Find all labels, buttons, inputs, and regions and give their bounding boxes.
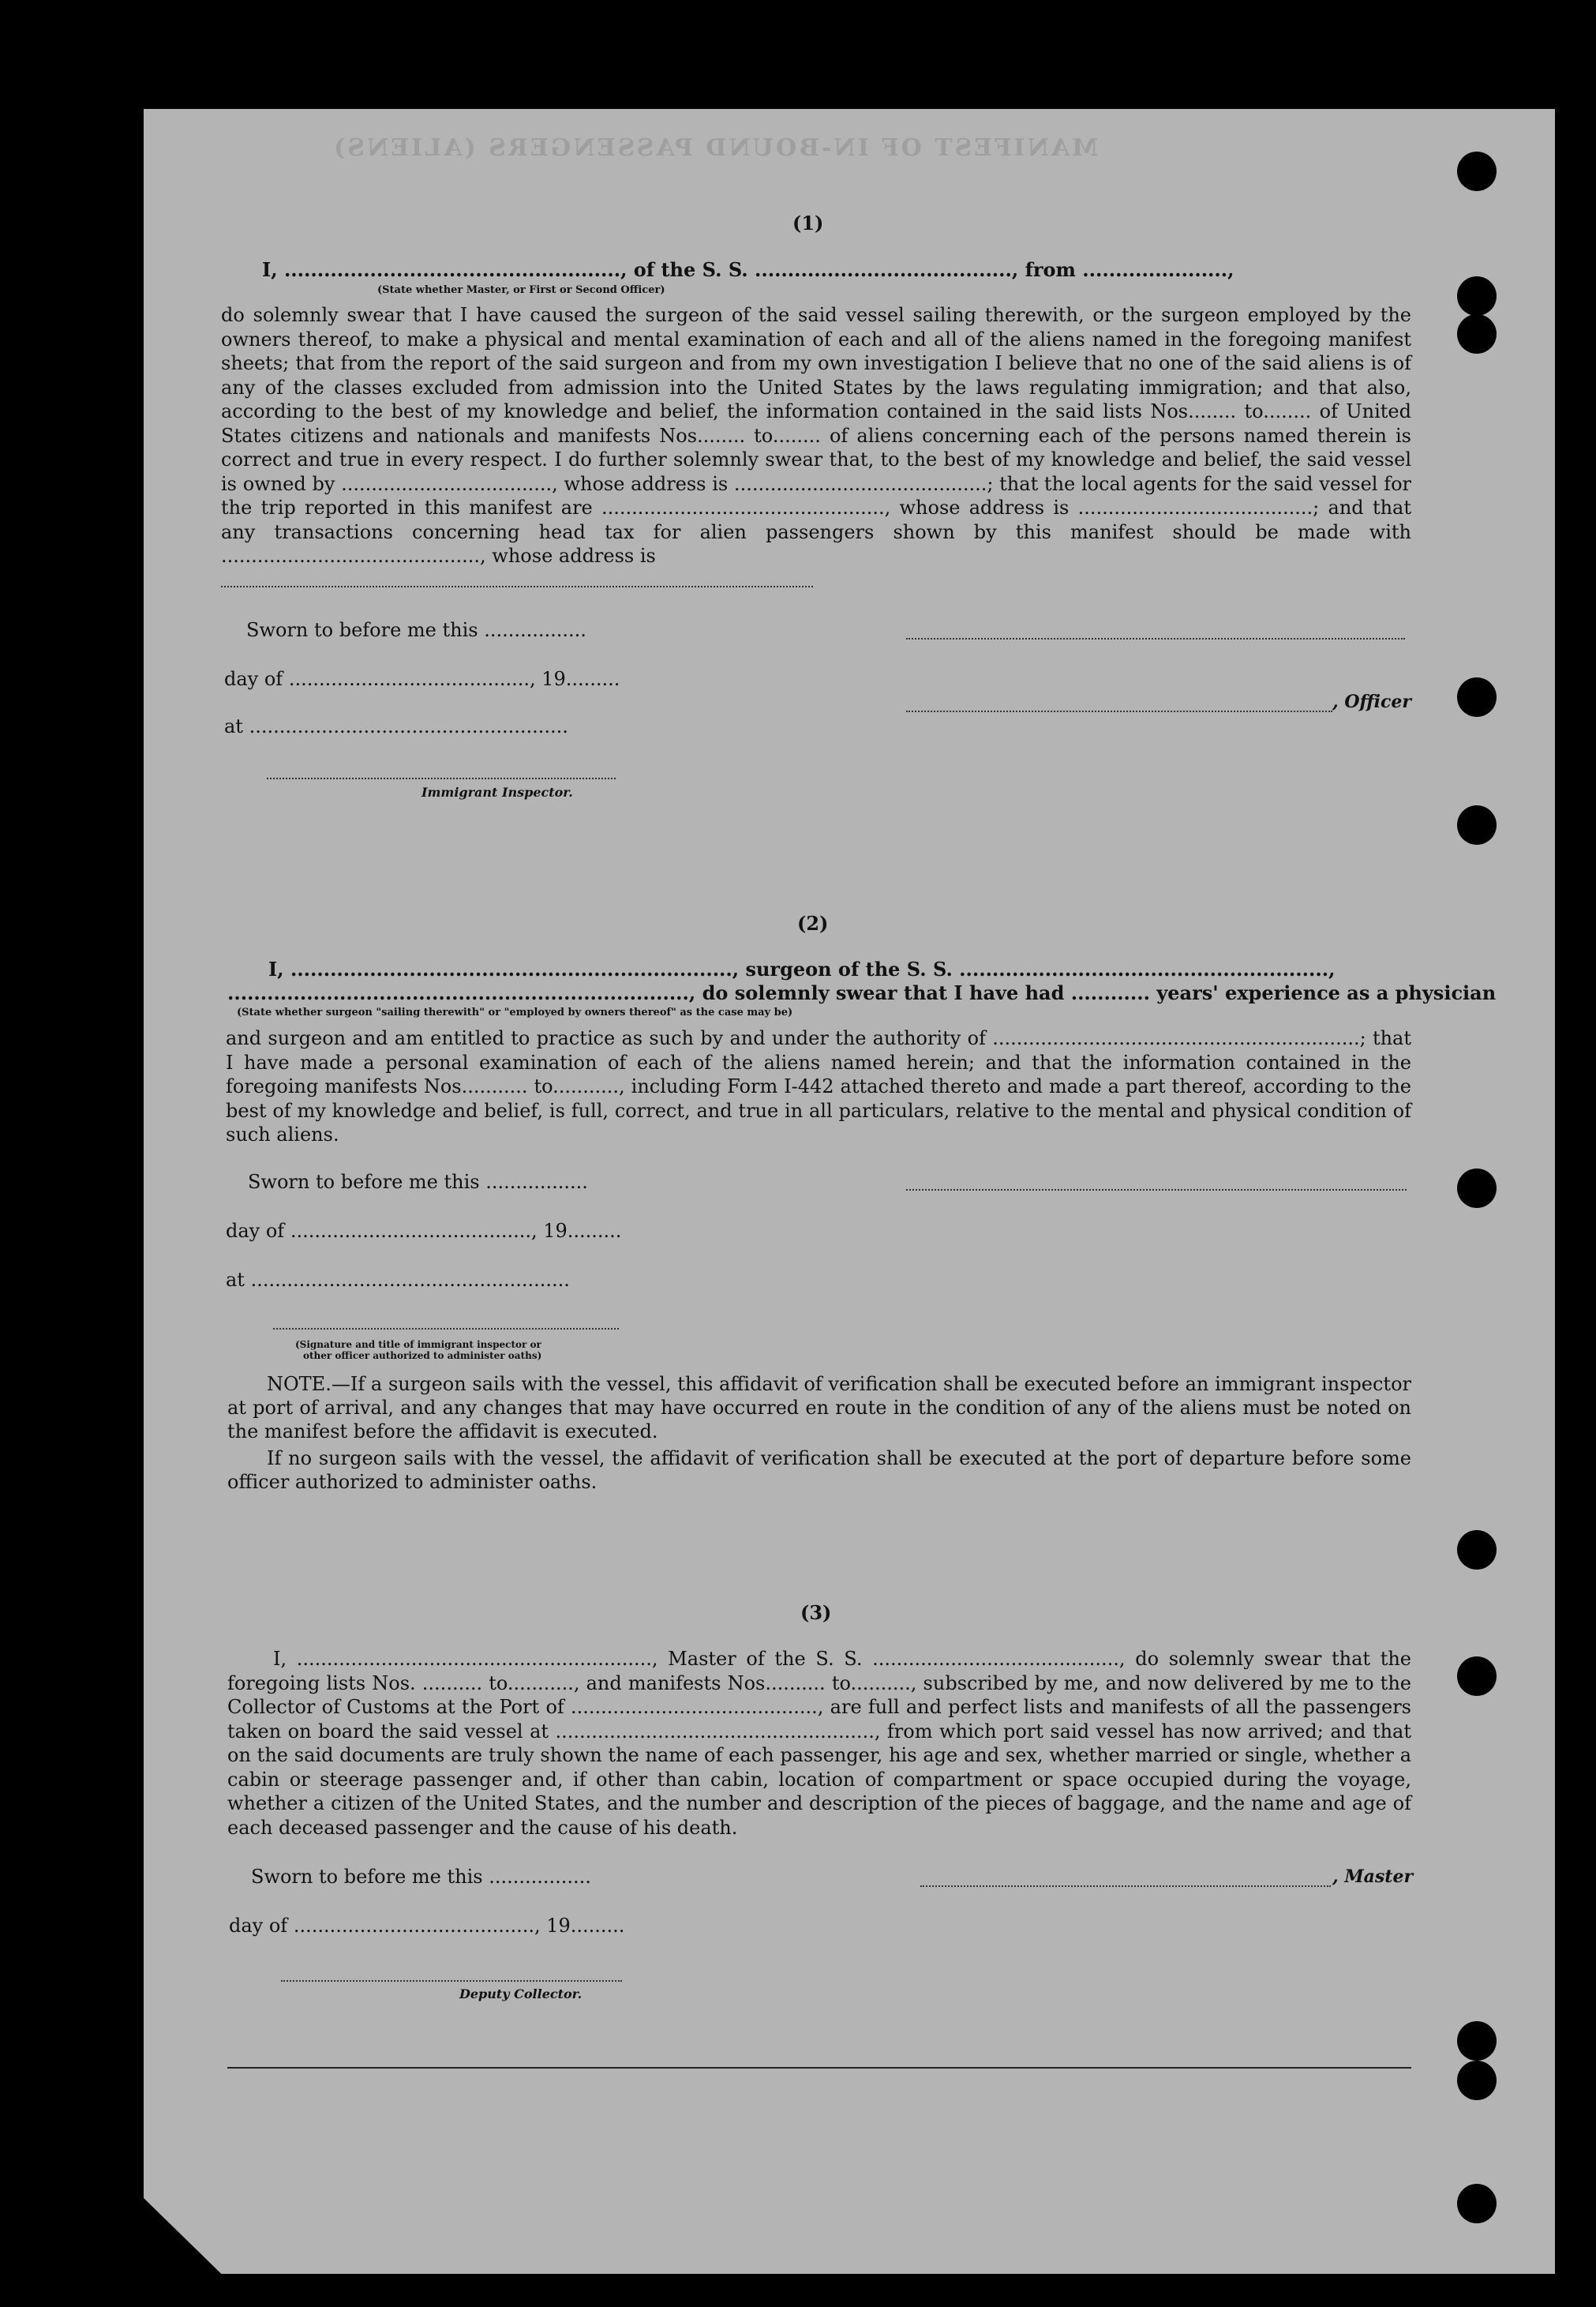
day-line: day of ........................................, 19......... xyxy=(229,1915,625,1937)
blank-line xyxy=(221,586,813,587)
at-line: at ..................................................... xyxy=(224,715,568,737)
day-line: day of ........................................, 19......... xyxy=(226,1220,622,1242)
punch-hole xyxy=(1457,276,1497,316)
sworn-line: Sworn to before me this ................. xyxy=(248,1171,588,1193)
bleed-through-text: MANIFEST OF IN-BOUND PASSENGERS (ALIENS) xyxy=(332,134,1099,162)
note-paragraph: NOTE.—If a surgeon sails with the vessel, this affidavit of verification shall be executed before an immigrant inspector at port of arrival, and any changes that may have occurred en route in the condition of any of the aliens must be noted on the manifest before the affidavit is executed. xyxy=(227,1373,1411,1442)
section2-oath-text: and surgeon and am entitled to practice as such by and under the authority of .............................................................; that I have made a personal examination of each of the aliens named herein; and that the information contained in the foregoing manifests Nos........... to..........., including Form I-442 attached thereto and made a part thereof, according to the best of my knowledge and belief, is full, correct, and true in all particulars, relative to the mental and physical condition of such aliens. xyxy=(226,1027,1411,1146)
section-number: (3) xyxy=(800,1601,832,1624)
punch-hole xyxy=(1457,805,1497,845)
officer-label: , Officer xyxy=(1332,692,1412,712)
punch-hole xyxy=(1457,1169,1497,1208)
at-line: at ..................................................... xyxy=(226,1269,570,1291)
punch-hole xyxy=(1457,1656,1497,1696)
section-number: (1) xyxy=(792,212,824,234)
signature-line xyxy=(273,1328,619,1330)
signature-line xyxy=(267,778,616,779)
punch-hole xyxy=(1457,677,1497,717)
caption-master: (State whether Master, or First or Second Officer) xyxy=(377,284,665,296)
deputy-collector-label: Deputy Collector. xyxy=(459,1986,583,2001)
caption-surgeon: (State whether surgeon "sailing therewith" or "employed by owners thereof" as the case may be) xyxy=(237,1007,793,1018)
punch-hole xyxy=(1457,152,1497,191)
signature-line xyxy=(906,1189,1407,1191)
signature-line xyxy=(906,638,1405,640)
bottom-rule xyxy=(227,2067,1411,2069)
section1-oath-text: do solemnly swear that I have caused the surgeon of the said vessel sailing therewith, or the surgeon employed by the owners thereof, to make a physical and mental examination of each and all of the aliens named in the foregoing manifest sheets; that from the report of the said surgeon and from my own investigation I believe that no one of the said aliens is of any of the classes excluded from admission into the United States by the laws regulating immigration; and that also, according to the best of my knowledge and belief, the information contained in the said lists Nos........ to........ of United States citizens and nationals and manifests Nos........ to........ of aliens concerning each of the persons named therein is correct and true in every respect. I do further solemnly swear that, to the best of my knowledge and belief, the said vessel is owned by ..................................., whose address is ..........................................; that the local agents for the said vessel for the trip reported in this manifest are ..............................................., whose address is .......................................; and that any transactions concerning head tax for alien passengers shown by this manifest should be made with ..........................................., whose address is xyxy=(221,304,1411,567)
signature-caption: (Signature and title of immigrant inspector or xyxy=(295,1339,541,1350)
punch-hole xyxy=(1457,2021,1497,2061)
punch-hole xyxy=(1457,1530,1497,1570)
day-line: day of ........................................, 19......... xyxy=(224,668,620,690)
punch-hole xyxy=(1457,2061,1497,2100)
master-line: I, ..................................................., of the S. S. ......................................., from ......................, xyxy=(262,258,1234,281)
punch-hole xyxy=(1457,2184,1497,2223)
note-paragraph: If no surgeon sails with the vessel, the affidavit of verification shall be executed at the port of departure before some officer authorized to administer oaths. xyxy=(227,1447,1411,1493)
surgeon-line: I, ..................................................................., surgeon of the S. S. ........................................................, xyxy=(268,958,1336,981)
section3-oath-text: I, ..........................................................., Master of the S. S. ........................................., do solemnly swear that the foregoing lists Nos. .......... to..........., and manifests Nos.......... to.........., subscribed by me, and now delivered by me to the Collector of Customs at the Port of ........................................., are full and perfect lists and manifests of all the passengers taken on board the said vessel at ....................................................., from which port said vessel has now arrived; and that on the said documents are truly shown the name of each passenger, his age and sex, whether married or single, whether a cabin or steerage passenger and, if other than cabin, location of compartment or space occupied during the voyage, whether a citizen of the United States, and the number and description of the pieces of baggage, and the name and age of each deceased passenger and the cause of his death. xyxy=(227,1648,1411,1839)
sworn-line: Sworn to before me this ................. xyxy=(246,619,586,641)
signature-caption: other officer authorized to administer oaths) xyxy=(303,1350,542,1361)
punch-hole xyxy=(1457,314,1497,354)
signature-line xyxy=(281,1980,622,1982)
master-label: , Master xyxy=(1332,1866,1414,1887)
officer-signature-line xyxy=(906,711,1332,712)
sworn-line: Sworn to before me this ................. xyxy=(251,1866,591,1888)
section-number: (2) xyxy=(797,912,829,935)
master-signature-line xyxy=(920,1885,1331,1887)
surgeon-swear-line: ......................................................................, do solemnly swear that I have had ............ years' experience as a physician xyxy=(227,981,1497,1004)
immigrant-inspector-label: Immigrant Inspector. xyxy=(421,785,573,800)
